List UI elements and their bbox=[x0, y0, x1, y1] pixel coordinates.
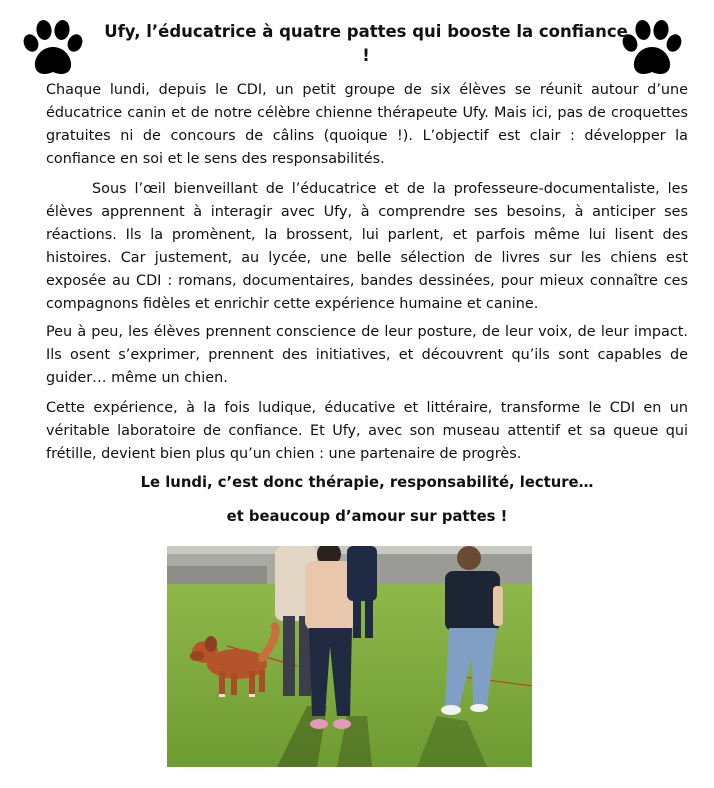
paragraph-conclusion: Cette expérience, à la fois ludique, éducative et littéraire, transforme le CDI en un véritable laboratoire de confiance. Et Ufy, avec son museau attentif et sa queue qui frétille, devient bien plus qu’un chien : une partenaire de progrès. bbox=[46, 400, 688, 462]
paragraph-activities: Sous l’œil bienveillant de l’éducatrice et de la professeure-documentaliste, les élèves apprennent à interagir avec Ufy, à comprendre ses besoins, à anticiper ses réactions. Ils la promènent, la brossent, lui parlent, et parfois même lui lisent des histoires. Car justement, au lycée, une belle sélection de livres sur les chiens est exposée au CDI : romans, documentaires, bandes dessinées, pour mieux connaître ces compagnons fidèles et enrichir cette expérience humaine et canine. bbox=[46, 181, 688, 312]
closing-line-2: et beaucoup d’amour sur pattes ! bbox=[226, 508, 508, 525]
closing-line-1: Le lundi, c’est donc thérapie, responsabilité, lecture… bbox=[140, 474, 594, 491]
paragraph-progress: Peu à peu, les élèves prennent conscience de leur posture, de leur voix, de leur impact. Ils osent s’exprimer, prennent des initiatives, et découvrent qu’ils sont capables de guider… même un chien. bbox=[46, 324, 688, 386]
paw-print-icon bbox=[21, 20, 85, 78]
paragraph-intro: Chaque lundi, depuis le CDI, un petit groupe de six élèves se réunit autour d’une éducatrice canin et de notre célèbre chienne thérapeute Ufy. Mais ici, pas de croquettes gratuites ni de concours de câlins (quoique !). L’objectif est clair : développer la confiance en soi et le sens des responsabilités. bbox=[46, 82, 688, 167]
students-with-dog-photo bbox=[167, 546, 532, 767]
article-title: Ufy, l’éducatrice à quatre pattes qui booste la confiance ! bbox=[104, 22, 628, 65]
